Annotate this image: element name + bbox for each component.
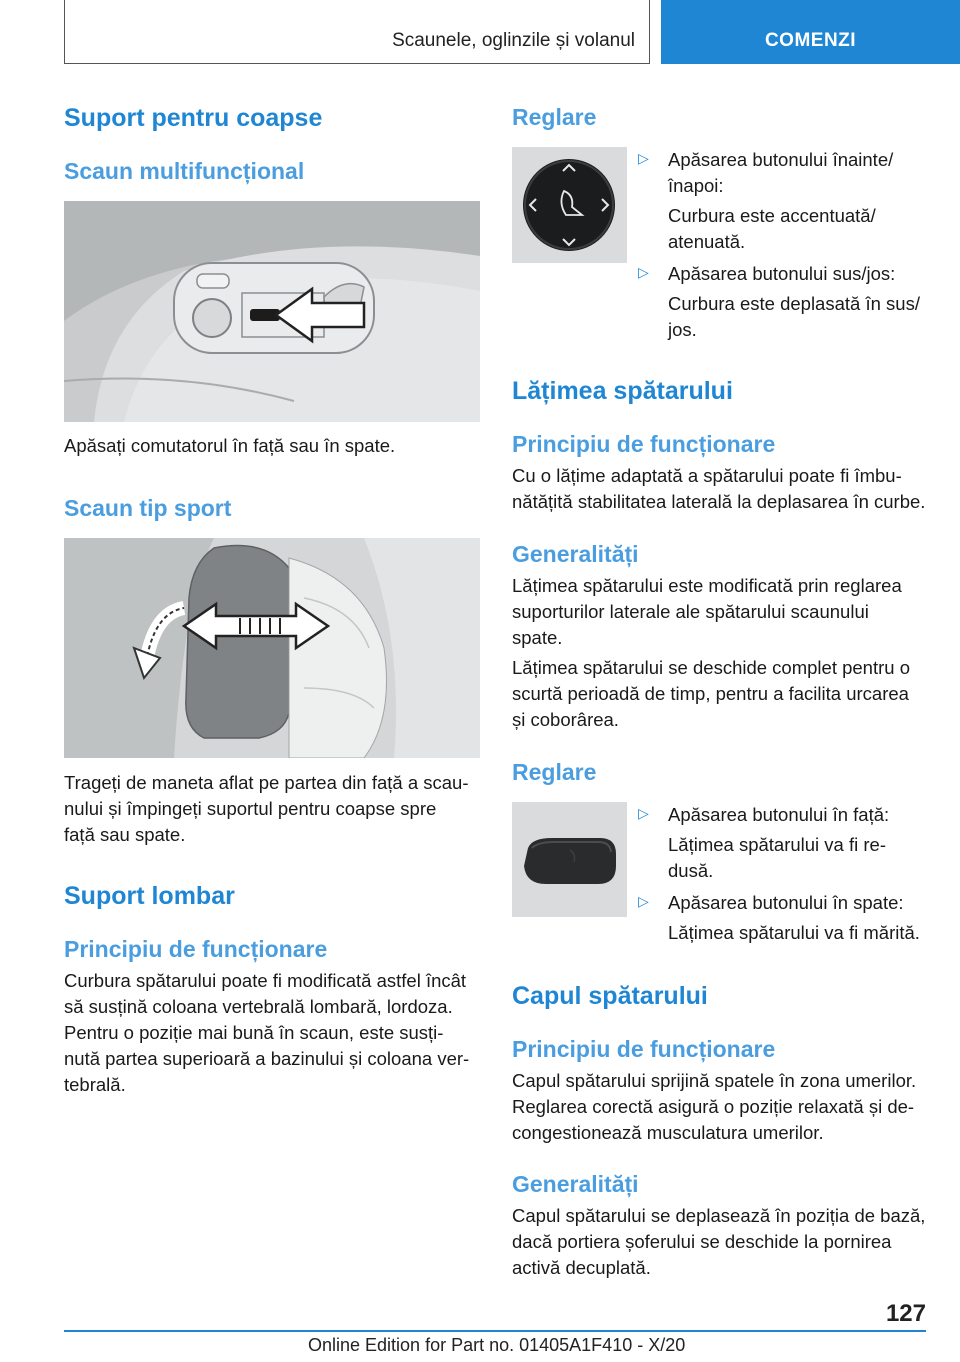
lumbar-principle-heading: Principiu de funcționare xyxy=(64,936,328,962)
lumbar-text-line-4: nută partea superioară a bazinului și coloana ver- xyxy=(64,1048,470,1069)
lumbar-support-heading: Suport lombar xyxy=(64,882,235,910)
width-general-line-1: Lățimea spătarului este modificată prin reglarea xyxy=(512,575,902,596)
head-principle-heading: Principiu de funcționare xyxy=(512,1036,776,1062)
step-action-line-1: Apăsarea butonului în spate: xyxy=(668,892,904,913)
header-chapter-tab xyxy=(64,0,650,64)
multifunction-seat-image xyxy=(64,201,480,422)
width-general-line-6: și coborârea. xyxy=(512,709,619,730)
step-action-line-2: înapoi: xyxy=(668,175,724,196)
thigh-support-heading: Suport pentru coapse xyxy=(64,104,323,132)
lumbar-text-line-2: să susțină coloana vertebrală lombară, lordoza. xyxy=(64,996,453,1017)
step-result-line-2: dusă. xyxy=(668,860,714,881)
page-number: 127 xyxy=(885,1300,926,1327)
lumbar-text-line-5: tebrală. xyxy=(64,1074,126,1095)
width-adjust-heading: Reglare xyxy=(512,759,597,785)
step-result-line-1: Lățimea spătarului va fi mărită. xyxy=(668,922,920,943)
sport-seat-text-line-2: nului și împingeți suportul pentru coapse spre xyxy=(64,798,437,819)
step-action-line-1: Apăsarea butonului sus/jos: xyxy=(668,263,896,284)
step-result-line-1: Curbura este deplasată în sus/ xyxy=(668,293,920,314)
width-general-line-4: Lățimea spătarului se deschide complet pentru o xyxy=(512,657,910,678)
width-principle-line-1: Cu o lățime adaptată a spătarului poate fi îmbu- xyxy=(512,465,902,486)
width-principle-heading: Principiu de funcționare xyxy=(512,431,776,457)
footer-edition: Online Edition for Part no. 01405A1F410 - X/20 xyxy=(308,1335,686,1355)
triangle-bullet-icon: ▷ xyxy=(638,150,649,166)
backrest-width-heading: Lățimea spătarului xyxy=(512,377,733,405)
lumbar-adjust-heading: Reglare xyxy=(512,104,597,130)
step-action-line-1: Apăsarea butonului în față: xyxy=(668,804,890,825)
footer-divider xyxy=(64,1330,926,1332)
multifunction-seat-heading: Scaun multifuncțional xyxy=(64,158,305,184)
header-section-title: COMENZI xyxy=(764,30,857,51)
width-general-line-5: scurtă perioadă de timp, pentru a facilita urcarea xyxy=(512,683,909,704)
triangle-bullet-icon: ▷ xyxy=(638,893,649,909)
head-general-line-2: dacă portiera șoferului se deschide la pornirea xyxy=(512,1231,892,1252)
sport-seat-heading: Scaun tip sport xyxy=(64,495,232,521)
head-general-heading: Generalități xyxy=(512,1171,639,1197)
head-principle-line-1: Capul spătarului sprijină spatele în zona umerilor. xyxy=(512,1070,917,1091)
multifunction-seat-text: Apăsați comutatorul în față sau în spate. xyxy=(64,435,396,456)
width-general-heading: Generalități xyxy=(512,541,639,567)
head-general-line-1: Capul spătarului se deplasează în poziția de bază, xyxy=(512,1205,926,1226)
head-principle-line-2: Reglarea corectă asigură o poziție relaxată și de- xyxy=(512,1096,915,1117)
lumbar-control-image xyxy=(512,147,627,263)
triangle-bullet-icon: ▷ xyxy=(638,264,649,280)
width-control-image xyxy=(512,802,627,917)
width-general-line-3: spate. xyxy=(512,627,563,648)
triangle-bullet-icon: ▷ xyxy=(638,805,649,821)
header-section-tab[interactable] xyxy=(661,0,960,64)
lumbar-text-line-3: Pentru o poziție mai bună în scaun, este susți- xyxy=(64,1022,444,1043)
step-result-line-1: Lățimea spătarului va fi re- xyxy=(668,834,886,855)
sport-seat-text-line-3: față sau spate. xyxy=(64,824,186,845)
head-general-line-3: activă decuplată. xyxy=(512,1257,651,1278)
header-chapter-title: Scaunele, oglinzile și volanul xyxy=(392,30,635,51)
step-result-line-2: jos. xyxy=(668,319,697,340)
step-result-line-1: Curbura este accentuată/ xyxy=(668,205,876,226)
step-action-line-1: Apăsarea butonului înainte/ xyxy=(668,149,894,170)
sport-seat-image xyxy=(64,538,480,758)
head-restraint-heading: Capul spătarului xyxy=(512,982,708,1010)
lumbar-text-line-1: Curbura spătarului poate fi modificată astfel încât xyxy=(64,970,467,991)
head-principle-line-3: congestionează musculatura umerilor. xyxy=(512,1122,824,1143)
sport-seat-text-line-1: Trageți de maneta aflat pe partea din față a scau- xyxy=(64,772,469,793)
width-general-line-2: suporturilor laterale ale spătarului scaunului xyxy=(512,601,869,622)
width-principle-line-2: nătățită stabilitatea laterală la deplasarea în curbe. xyxy=(512,491,926,512)
step-result-line-2: atenuată. xyxy=(668,231,746,252)
